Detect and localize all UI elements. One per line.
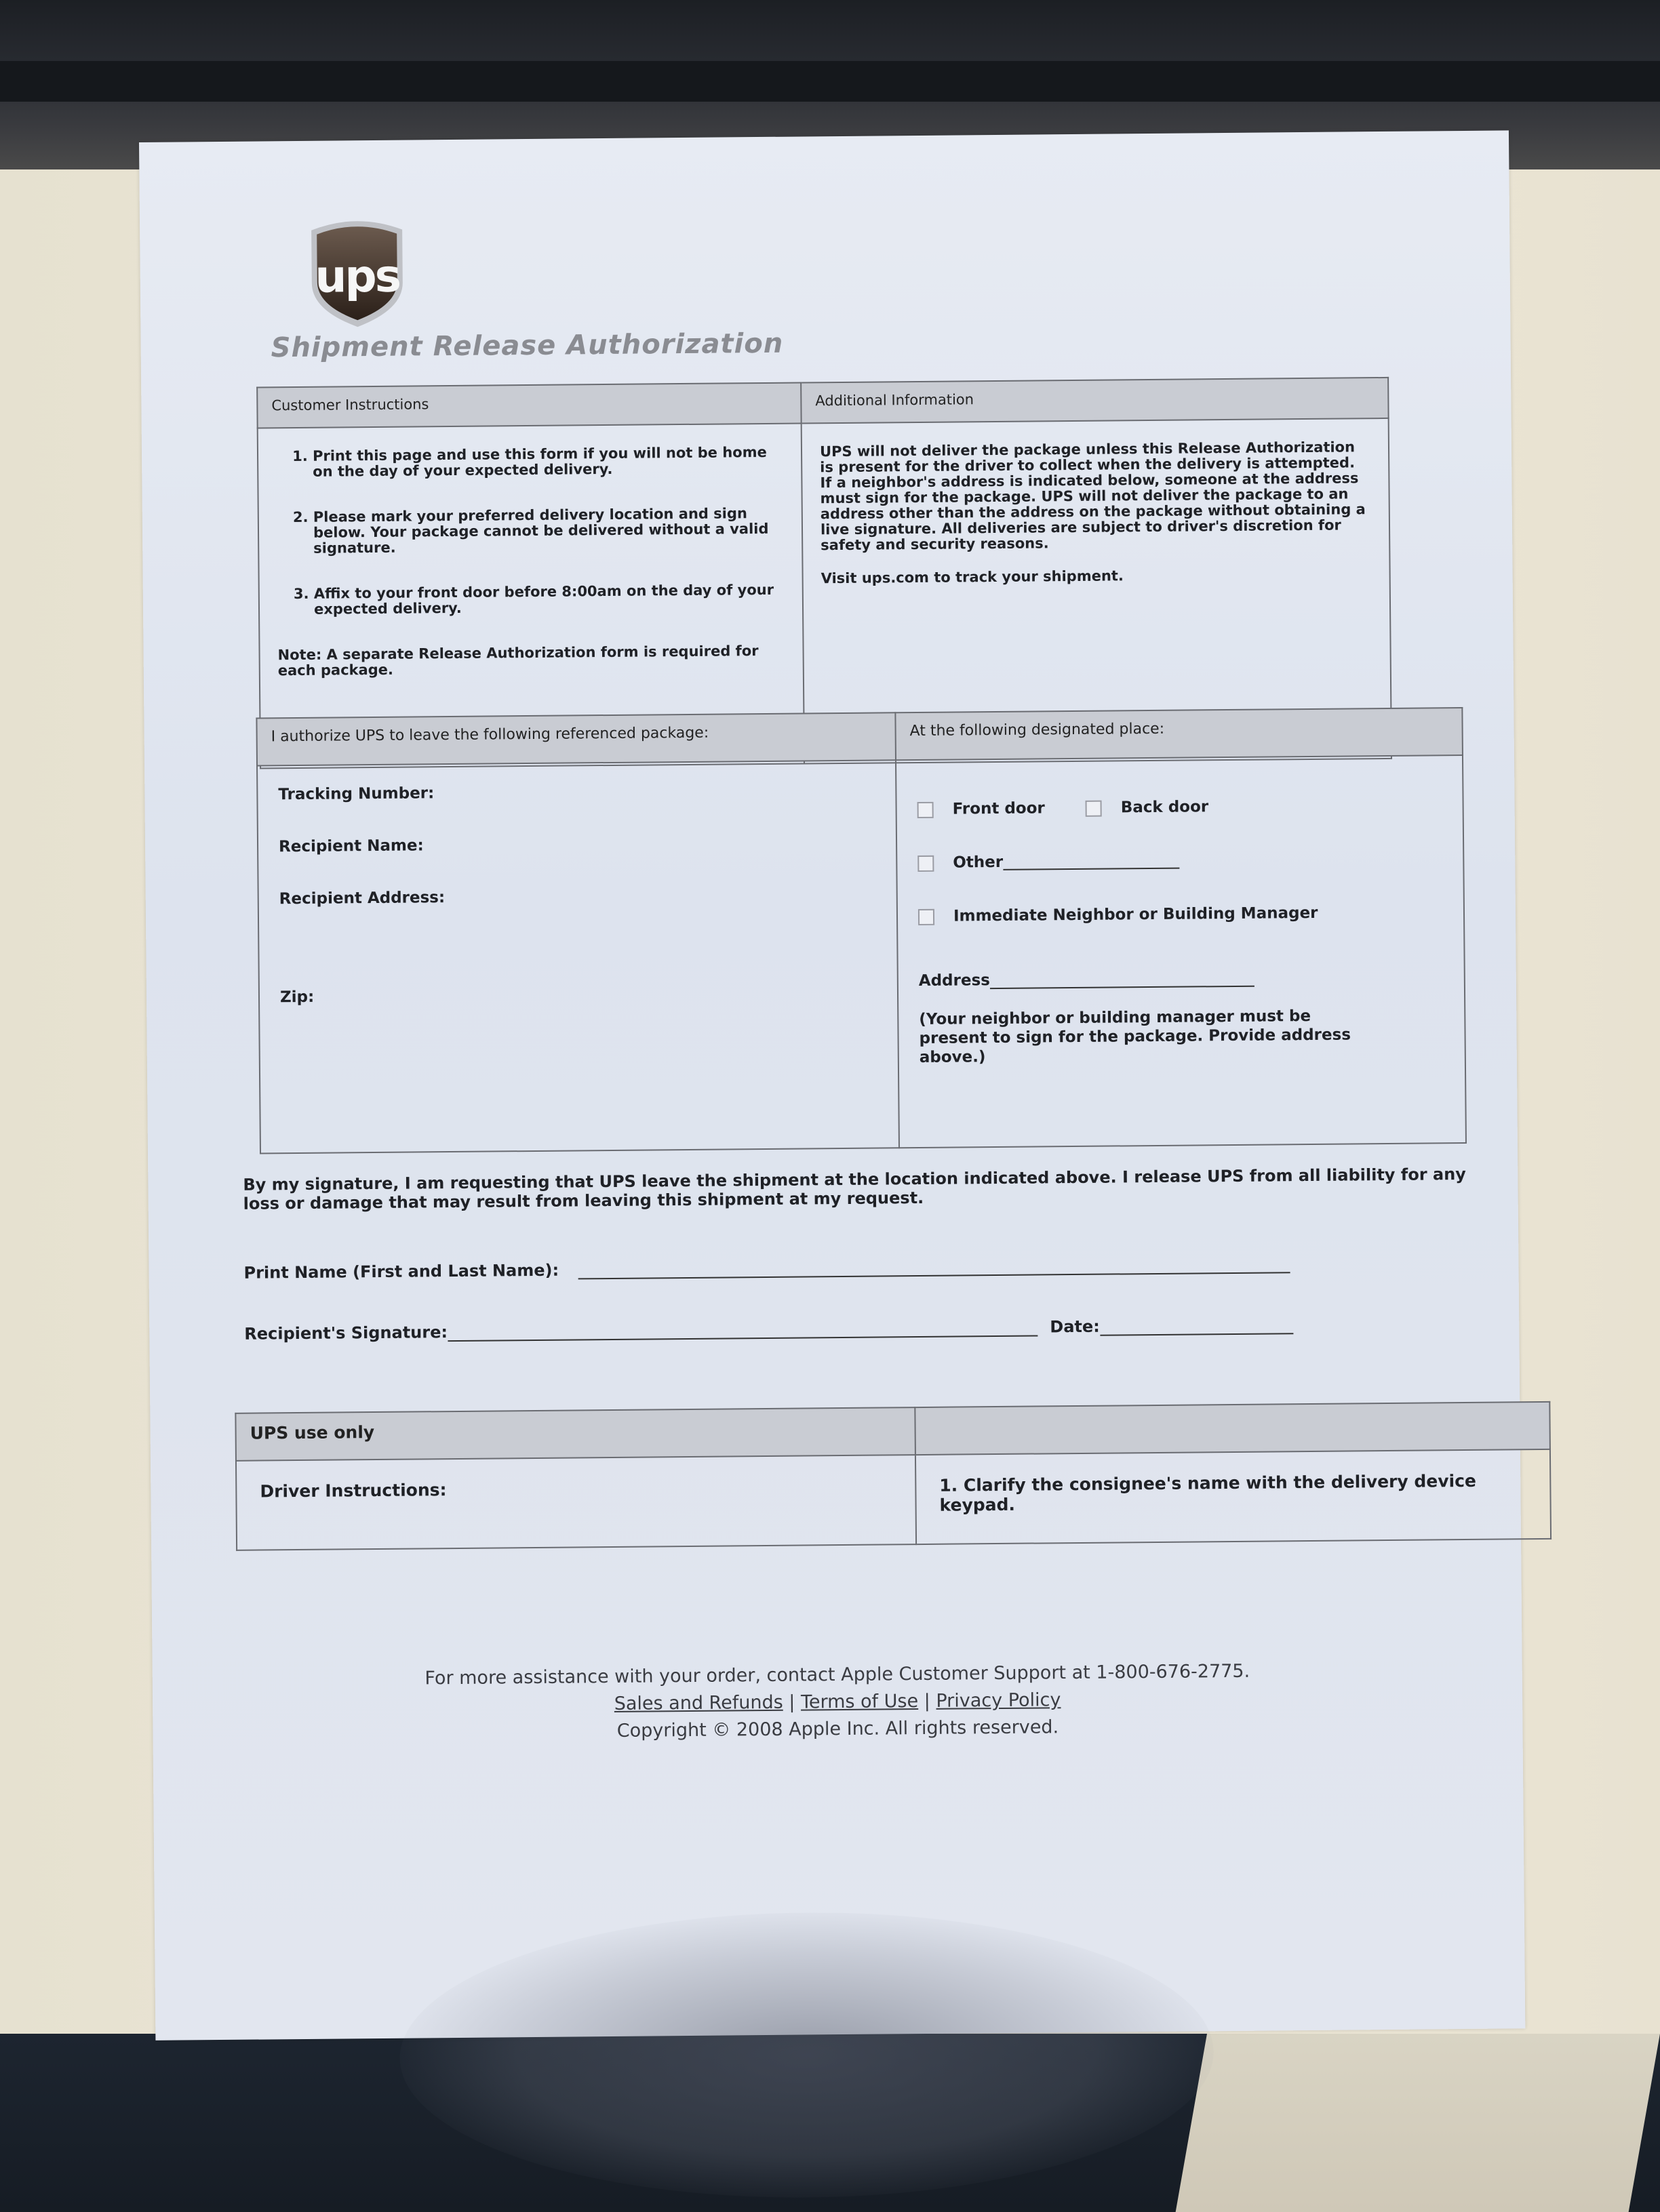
zip-label: Zip: bbox=[279, 988, 315, 1007]
designated-place-header: At the following designated place: bbox=[895, 708, 1463, 760]
support-text: For more assistance with your order, contact Apple Customer Support at 1-800-676-2775. bbox=[424, 1660, 1250, 1689]
back-door-label: Back door bbox=[1120, 798, 1209, 817]
back-door-checkbox[interactable] bbox=[1086, 800, 1102, 816]
recipient-name-label: Recipient Name: bbox=[278, 837, 424, 856]
other-label: Other bbox=[953, 853, 1004, 872]
front-door-checkbox[interactable] bbox=[917, 801, 934, 818]
date-line[interactable] bbox=[1100, 1318, 1293, 1335]
neighbor-label: Immediate Neighbor or Building Manager bbox=[953, 904, 1318, 925]
driver-instructions-label: Driver Instructions: bbox=[236, 1455, 916, 1550]
date-label: Date: bbox=[1050, 1316, 1100, 1337]
logo-wordmark: ups bbox=[315, 249, 400, 303]
consent-statement: By my signature, I am requesting that UPS leave the shipment at the location indicated above. I release UPS from all liability for any loss or damage that may result from leaving this shipment at my request. bbox=[243, 1164, 1467, 1213]
print-name-line[interactable] bbox=[578, 1257, 1290, 1279]
other-option-row bbox=[917, 850, 1442, 872]
terms-of-use-link[interactable]: Terms of Use bbox=[800, 1691, 919, 1713]
paper-sheet bbox=[139, 130, 1525, 2040]
authorization-table bbox=[256, 707, 1467, 1154]
door-options-row bbox=[917, 797, 1442, 818]
neighbor-note: (Your neighbor or building manager must be present to sign for the package. Provide address above.) bbox=[919, 1007, 1351, 1067]
additional-info-header: Additional Information bbox=[801, 378, 1388, 424]
info-paragraph: UPS will not deliver the package unless this Release Authorization is present for the driver to collect when the delivery is attempted. If a neighbor's address is indicated below, someone at the address must sign for the package. UPS will not deliver the package to an address other than the address on the package without obtaining a live signature. All deliveries are subject to driver's discretion for safety and security reasons. bbox=[819, 439, 1366, 554]
customer-instructions-header: Customer Instructions bbox=[257, 382, 801, 428]
tracking-number-label: Tracking Number: bbox=[278, 784, 435, 804]
front-door-label: Front door bbox=[952, 799, 1045, 818]
ups-use-header-blank bbox=[915, 1402, 1550, 1455]
page-footer bbox=[153, 1655, 1523, 1749]
sales-refunds-link[interactable]: Sales and Refunds bbox=[614, 1691, 783, 1714]
monitor-bar bbox=[0, 61, 1660, 102]
floor-area bbox=[1176, 2034, 1660, 2212]
link-separator: | bbox=[924, 1690, 930, 1712]
other-checkbox[interactable] bbox=[917, 855, 934, 871]
ups-use-header: UPS use only bbox=[235, 1407, 915, 1461]
address-label: Address bbox=[918, 971, 991, 990]
authorize-header: I authorize UPS to leave the following referenced package: bbox=[256, 712, 896, 765]
copyright-text: Copyright © 2008 Apple Inc. All rights reserved. bbox=[616, 1716, 1059, 1742]
neighbor-address-row bbox=[919, 968, 1444, 990]
driver-instruction-text: 1. Clarify the consignee's name with the delivery device keypad. bbox=[915, 1449, 1551, 1544]
privacy-policy-link[interactable]: Privacy Policy bbox=[936, 1689, 1061, 1712]
instruction-step: 3. Affix to your front door before 8:00am on the day of your expected delivery. bbox=[314, 582, 785, 618]
package-details-cell bbox=[257, 760, 899, 1153]
address-input-line[interactable] bbox=[990, 972, 1254, 989]
signature-row bbox=[244, 1315, 1293, 1343]
neighbor-checkbox[interactable] bbox=[918, 908, 934, 925]
link-separator: | bbox=[789, 1691, 795, 1713]
signature-line[interactable] bbox=[448, 1321, 1038, 1342]
instruction-step: 1. Print this page and use this form if you will not be home on the day of your expected delivery. bbox=[313, 445, 783, 480]
instruction-step: 2. Please mark your preferred delivery location and sign below. Your package cannot be delivered without a valid signature. bbox=[313, 506, 785, 557]
other-input-line[interactable] bbox=[1003, 853, 1179, 870]
note-text: Note: A separate Release Authorization form is required for each package. bbox=[277, 643, 759, 679]
track-text: Visit ups.com to track your shipment. bbox=[821, 567, 1124, 587]
designated-place-cell bbox=[896, 755, 1466, 1148]
recipient-address-label: Recipient Address: bbox=[279, 889, 446, 908]
instruction-steps bbox=[276, 445, 785, 618]
ups-shield-logo bbox=[306, 215, 408, 331]
document-title: Shipment Release Authorization bbox=[271, 327, 784, 364]
form-content bbox=[139, 130, 1525, 2040]
print-name-label: Print Name (First and Last Name): bbox=[243, 1260, 559, 1283]
neighbor-option-row bbox=[918, 904, 1443, 925]
print-name-row bbox=[243, 1254, 1290, 1282]
ups-use-table bbox=[235, 1401, 1552, 1551]
signature-label: Recipient's Signature: bbox=[244, 1323, 448, 1344]
